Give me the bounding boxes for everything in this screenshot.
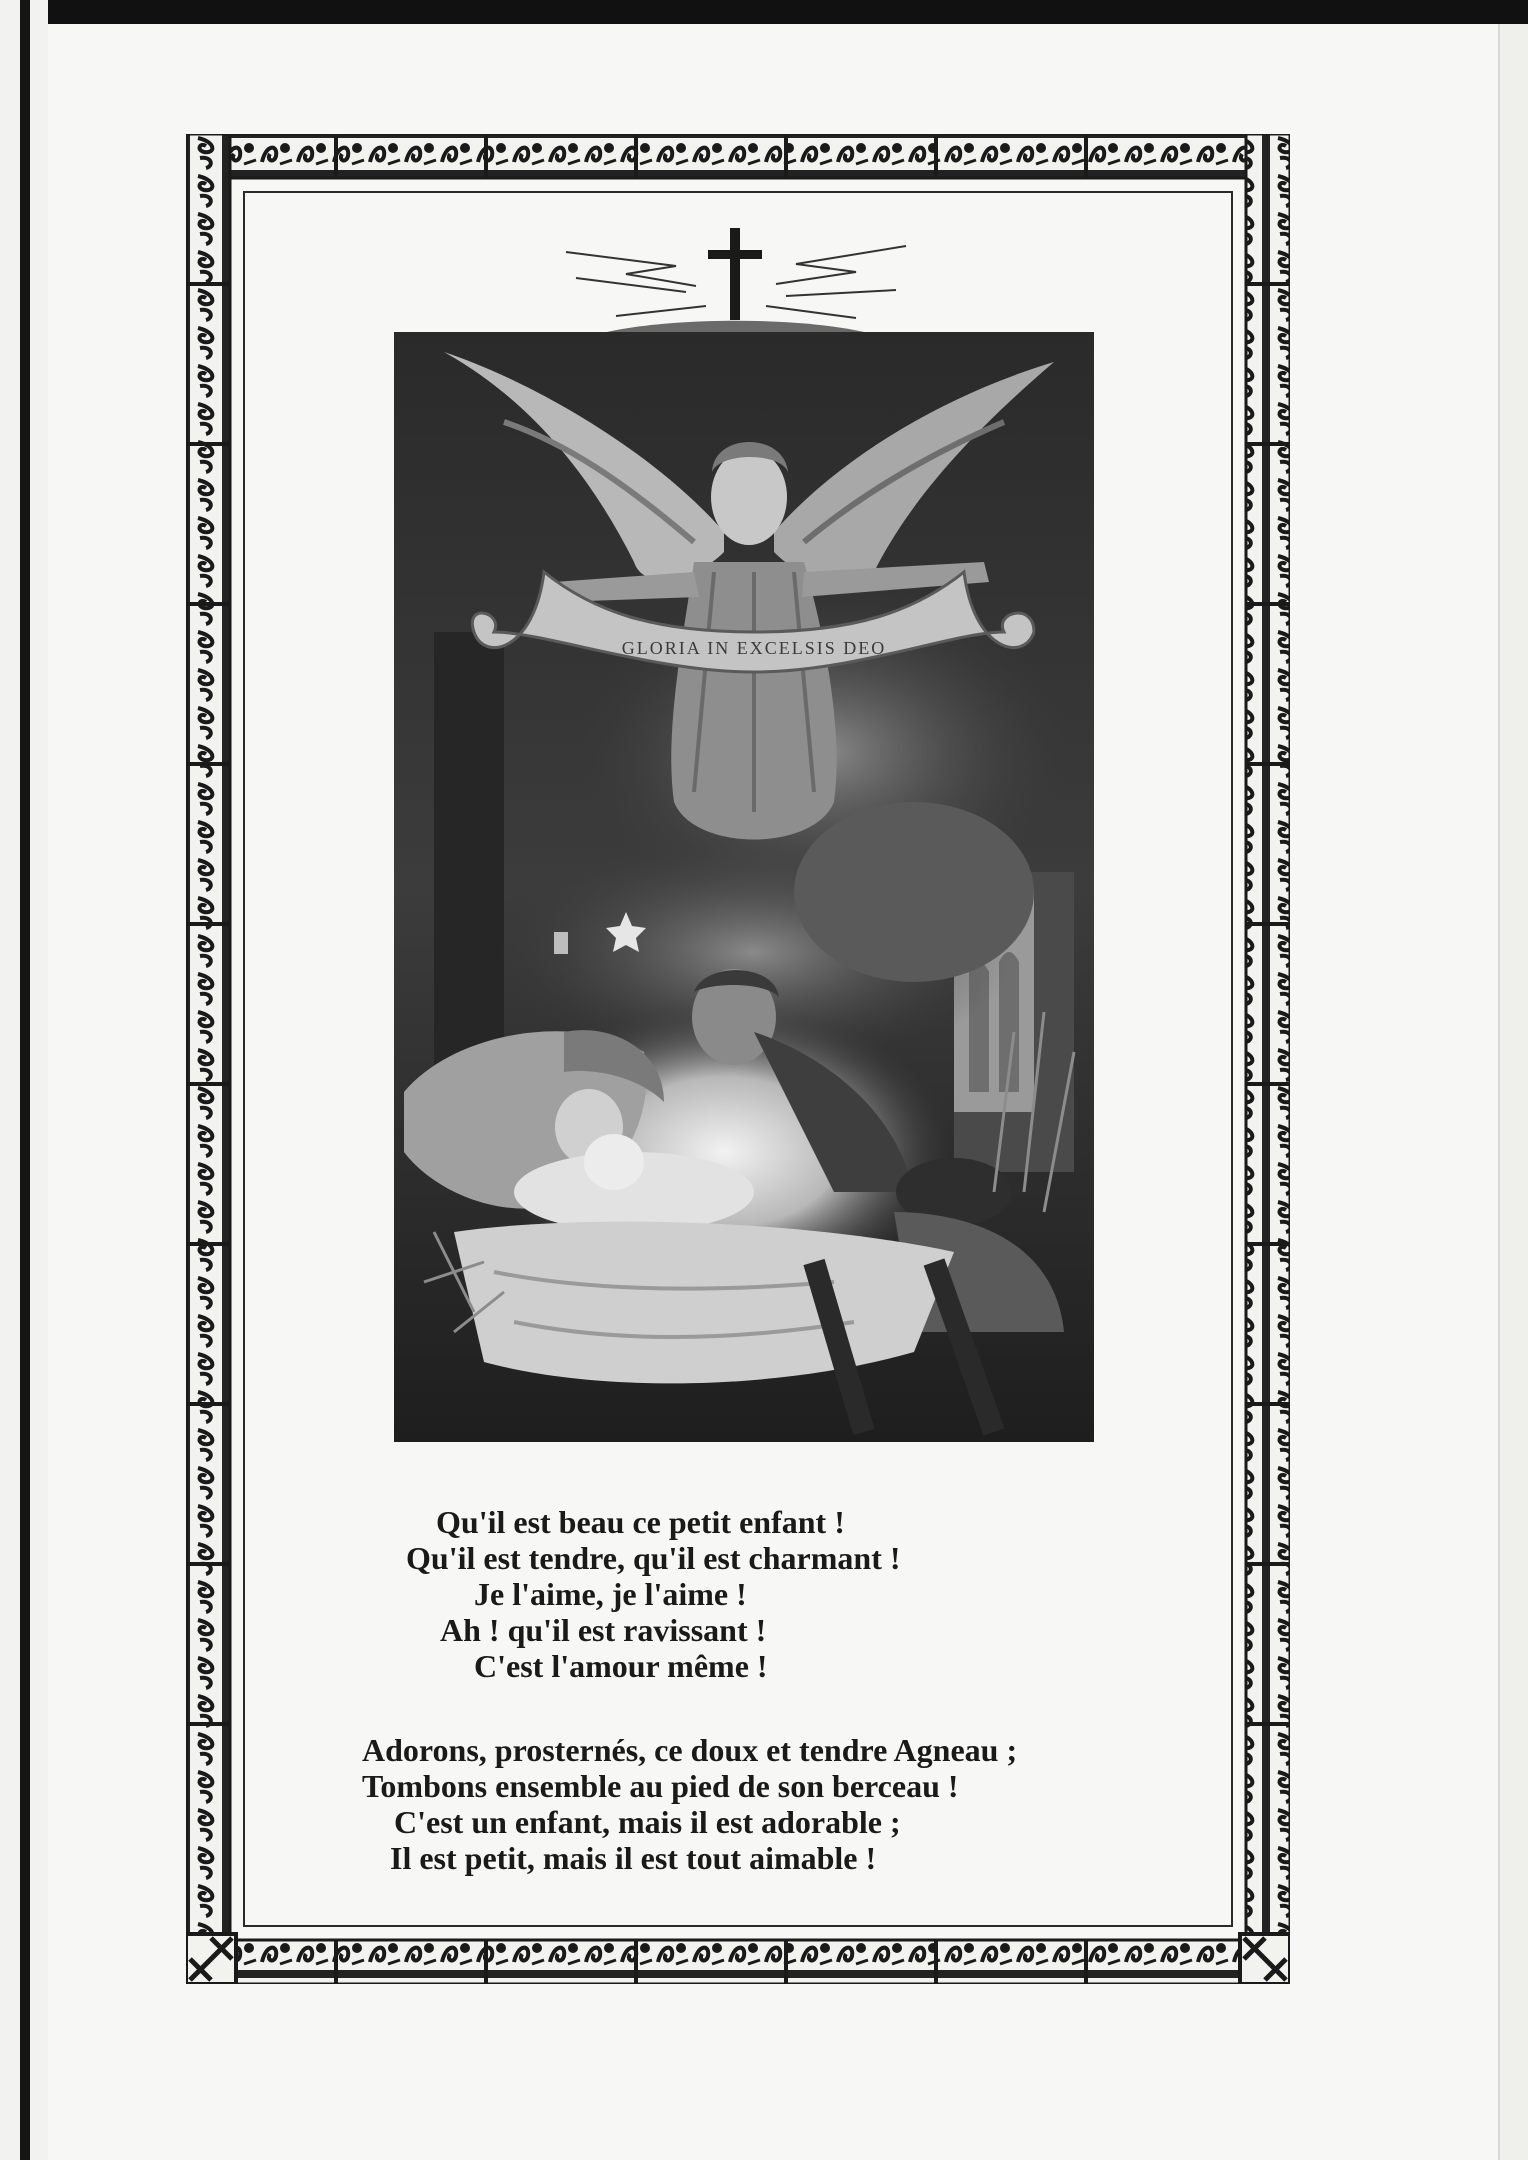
verse-line: Il est petit, mais il est tout aimable ! xyxy=(390,1840,877,1876)
verse-line: Qu'il est tendre, qu'il est charmant ! xyxy=(406,1540,901,1576)
verse-line: Je l'aime, je l'aime ! xyxy=(474,1576,747,1612)
verse-line: Adorons, prosternés, ce doux et tendre Agneau ; xyxy=(362,1732,1018,1768)
verse-line: C'est un enfant, mais il est adorable ; xyxy=(394,1804,901,1840)
nativity-image xyxy=(394,332,1094,1442)
verse-line: Ah ! qu'il est ravissant ! xyxy=(440,1612,767,1648)
page-edge xyxy=(1498,24,1528,2160)
gutter-shadow xyxy=(20,0,30,2160)
verse-line: Qu'il est beau ce petit enfant ! xyxy=(436,1504,845,1540)
verse-stanza-1 xyxy=(406,1504,1106,1684)
border-top xyxy=(194,134,1282,178)
border-left xyxy=(186,134,230,1984)
verse-line: C'est l'amour même ! xyxy=(474,1648,768,1684)
border-right xyxy=(1246,134,1290,1984)
nativity-illustration xyxy=(394,332,1094,1442)
banner-text: GLORIA IN EXCELSIS DEO xyxy=(621,638,887,658)
ornamental-frame xyxy=(186,134,1290,1984)
verse-stanza-2 xyxy=(362,1732,1162,1876)
verse-line: Tombons ensemble au pied de son berceau ! xyxy=(362,1768,959,1804)
book-gutter xyxy=(0,0,48,2160)
border-bottom xyxy=(194,1940,1282,1984)
